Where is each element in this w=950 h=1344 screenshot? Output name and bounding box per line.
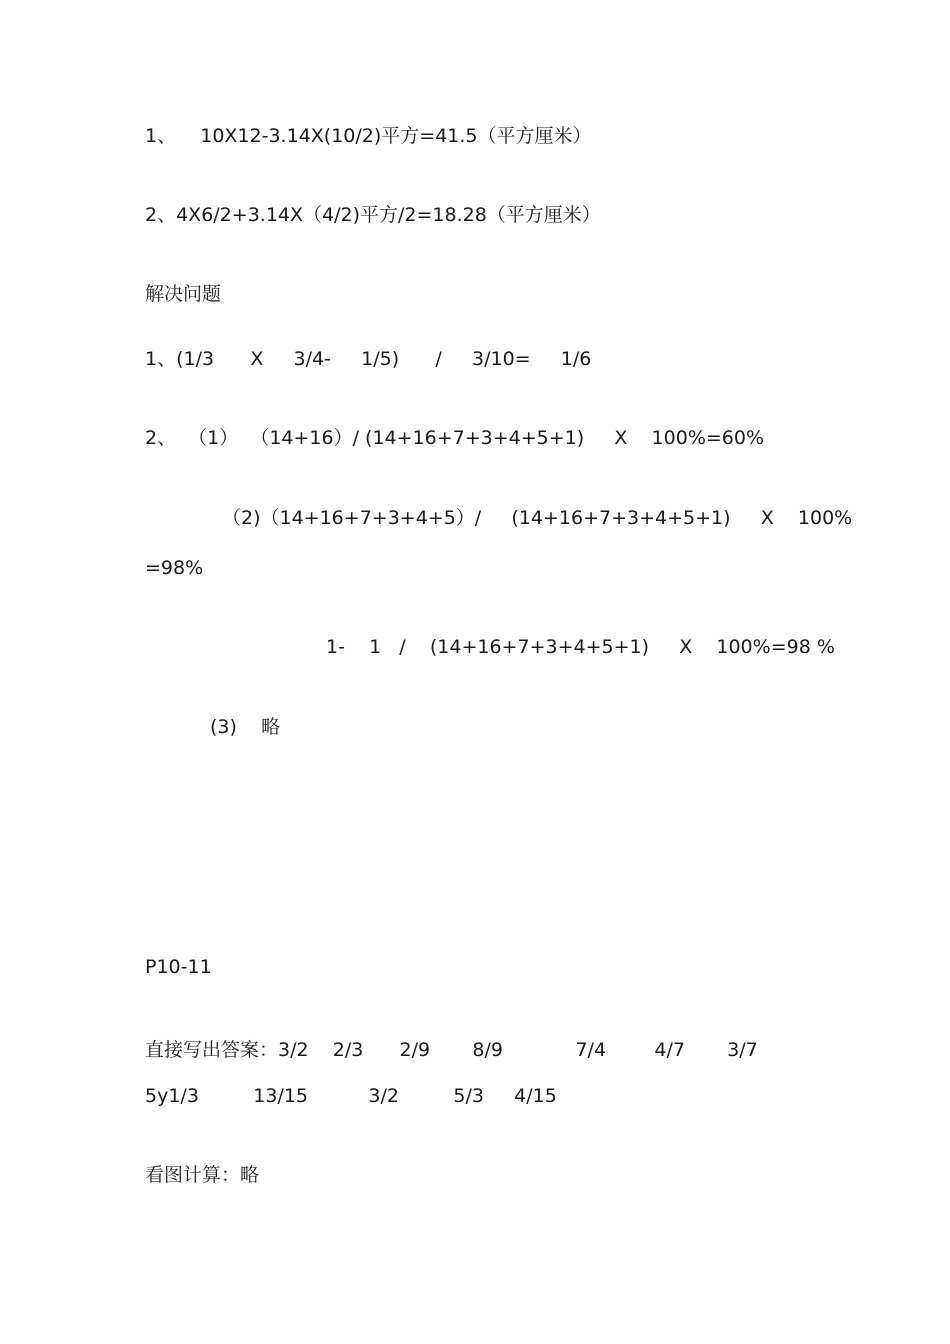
problem-line-2b-result: =98% [145,557,204,579]
problem-line-2c: 1- 1 / (14+16+7+3+4+5+1) X 100%=98 % [326,636,835,658]
problem-line-1: 1、(1/3 X 3/4- 1/5) / 3/10= 1/6 [145,348,592,370]
direct-answers-line-1: 直接写出答案：3/2 2/3 2/9 8/9 7/4 4/7 3/7 [145,1039,758,1061]
direct-answers-line-2: 5y1/3 13/15 3/2 5/3 4/15 [145,1085,557,1107]
section-heading-problems: 解决问题 [145,283,222,305]
figure-calculation-line: 看图计算：略 [145,1164,260,1186]
page-reference: P10-11 [145,956,212,978]
answer-line-1: 1、 10X12-3.14X(10/2)平方=41.5（平方厘米） [145,125,592,147]
problem-line-2a: 2、 （1） （14+16）/ (14+16+7+3+4+5+1) X 100%=60% [145,427,765,449]
problem-line-3: (3) 略 [210,716,281,738]
problem-line-2b: （2)（14+16+7+3+4+5）/ (14+16+7+3+4+5+1) X 100% [222,507,853,529]
answer-line-2: 2、4X6/2+3.14X（4/2)平方/2=18.28（平方厘米） [145,204,601,226]
